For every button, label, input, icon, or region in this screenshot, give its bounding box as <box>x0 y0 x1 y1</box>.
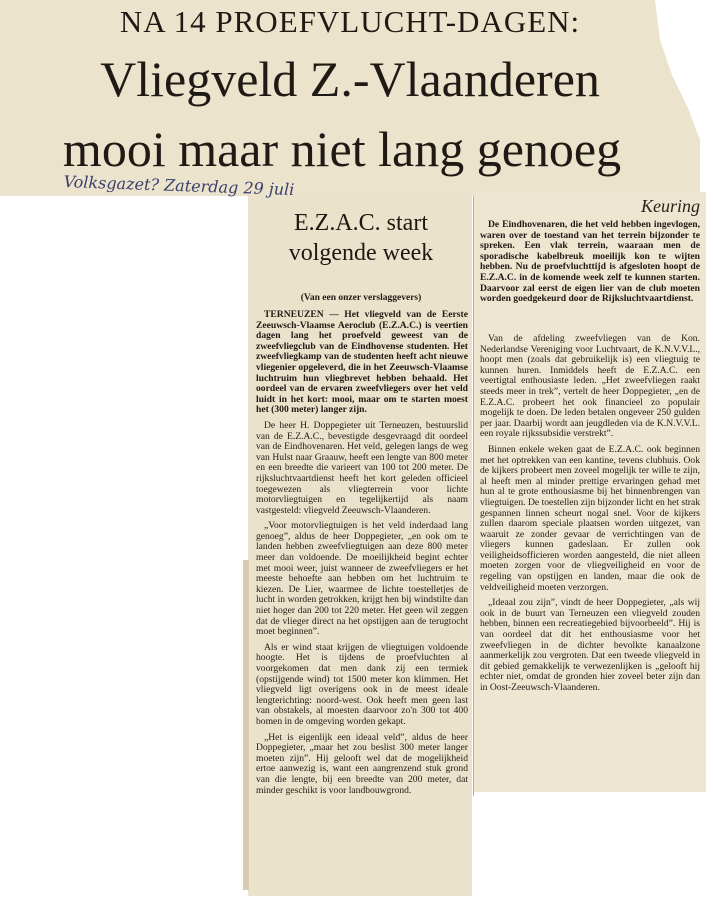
lead-paragraph-2: De Eindhovenaren, die het veld hebben ingevlogen, waren over de toestand van het terrein bijzonder te spreken. Een vlak terrein, waaraan men de sporadische kabelbreuk moeilijk kon te wijten hebben. Nu de proefvluchttijd is afgesloten hoopt de E.Z.A.C. in de komende week zelf te kunnen starten. Daarvoor zal eerst de eigen lier van de club moeten worden goedgekeurd door de Rijksluchtvaartdienst. <box>480 220 700 305</box>
body-paragraph: Van de afdeling zweefvliegen van de Kon. Nederlandse Vereniging voor Luchtvaart, de K.N.V.V.L., hoopt men (zoals dat gebruikelijk is) een vliegtuig te kunnen huren. Inmiddels heeft de E.Z.A.C. een veertigtal enthousiaste leden. „Het zweefvliegen raakt steeds meer in trek”, vertelt de heer Doppegieter, „en de E.Z.A.C. probeert het ook financieel zo populair mogelijk te doen. De leden betalen ongeveer 250 gulden per jaar. Daarbij wordt aan jeugdleden via de K.N.V.V.L. een royale rijkssubsidie verstrekt”. <box>480 334 700 440</box>
subheading-line-1: E.Z.A.C. start <box>294 210 428 236</box>
article-column-2-lead <box>480 220 700 324</box>
subheading-line-2: volgende week <box>288 240 434 266</box>
body-paragraph: Binnen enkele weken gaat de E.Z.A.C. ook beginnen met het optrekken van een kantine, tevens clubhuis. Ook de kijkers probeert men zoveel mogelijk ter wille te zijn, al heeft men al minder prettige ervaringen gehad met hun al te grote enthousiasme bij het binnenbrengen van vliegtuigen. De toestellen zijn bijzonder licht en het strak gespannen linnen scheurt nogal snel. Voor de kijkers zullen daarom speciale plaatsen worden uitgezet, van waaruit ze zonder gevaar de verrichtingen van de vliegers kunnen gadeslaan. Er zullen ook veiligheidsofficieren worden aangesteld, die niet alleen moeten zorgen voor de vliegveiligheid en voor de regeling van opstijgen en landen, maar die ook de veldveiligheid moeten verzorgen. <box>480 443 700 593</box>
main-headline-line-2: mooi maar niet lang genoeg <box>62 121 622 177</box>
body-paragraph: „Ideaal zou zijn”, vindt de heer Doppegieter, „als wij ook in de buurt van Terneuzen een vliegveld zouden hebben, binnen een recreatiegebied bijvoorbeeld”. Hij is van oordeel dat dit het enthousiasme voor het zweefvliegen in de dichter bevolkte kanaalzone aanmerkelijk zou vergroten. Dat een tweede vliegveld in dit gebied gemakkelijk te verwezenlijken is „gelooft hij echter niet, omdat de gronden hier zoveel beter zijn dan in Oost-Zeeuwsch-Vlaanderen. <box>480 597 700 693</box>
body-paragraph: Als er wind staat krijgen de vliegtuigen voldoende hoogte. Het is tijdens de proefvluchten al voorgekomen dat men dank zij een termiek (opstijgende wind) tot 1500 meter kon klimmen. Het vliegveld ligt overigens ook in de meest ideale lengterichting: noord-west. Ook heeft men geen last van obstakels, al moesten daarvoor zo'n 300 tot 400 bomen in de omgeving worden gekapt. <box>256 641 468 727</box>
article-column-2 <box>480 334 700 786</box>
byline: (Van een onzer verslaggevers) <box>300 293 422 303</box>
body-paragraph: „Het is eigenlijk een ideaal veld”, aldus de heer Doppegieter, „maar het zou beslist 300 meter langer moeten zijn”. Hij gelooft wel dat de mogelijkheid ertoe aanwezig is, want een aangrenzend stuk grond van die lengte, bij een breedte van 200 meter, dat minder geschikt is voor landbouwgrond. <box>256 731 468 796</box>
article-column-1 <box>256 310 468 894</box>
body-paragraph: „Voor motorvliegtuigen is het veld inderdaad lang genoeg”, aldus de heer Doppegieter, „en ook om te landen hebben zweefvliegtuigen aan deze 800 meter meer dan voldoende. De moeilijkheid begint echter met mooi weer, juist wanneer de zweefvliegers er het meeste behoefte aan hebben om het luchtruim te kiezen. De Lier, waarmee de lichte toestelletjes de lucht in worden getrokken, krijgt hen bij windstilte dan niet hoger dan 200 tot 220 meter. Het geen wil zeggen dat de vlieger direct na het opstijgen aan de terugtocht moet beginnen”. <box>256 520 468 638</box>
main-headline-line-1: Vliegveld Z.-Vlaanderen <box>100 51 600 107</box>
body-paragraph: De heer H. Doppegieter uit Terneuzen, bestuurslid van de E.Z.A.C., bevestigde desgevraagd dit oordeel van de Eindhovenaren. Het veld, gelegen langs de weg van Hulst naar Graauw, heeft een lengte van 800 meter en een breedte die varieert van 100 tot 200 meter. De rijksluchtvaartdienst heeft het kort geleden officieel toegewezen als vliegterrein voor lichte motorvliegtuigen en tegelijkertijd als naam vastgesteld: vliegveld Zeeuwsch-Vlaanderen. <box>256 419 468 516</box>
column-divider <box>473 196 474 796</box>
lead-paragraph: TERNEUZEN — Het vliegveld van de Eerste Zeeuwsch-Vlaamse Aeroclub (E.Z.A.C.) is veertien dagen lang het proefveld geweest van de zweefvliegclub van de Eindhovense studenten. Het zweefvliegkamp van de studenten heeft acht nieuwe vliegenier opgeleverd, die in het Zeeuwsch-Vlaamse luchtruim hun vliegbrevet hebben behaald. Het oordeel van de ervaren zweefvliegers over het veld luidt in het kort: mooi, maar om te starten moest het (300 meter) langer zijn. <box>256 310 468 416</box>
clipping-edge <box>243 560 249 890</box>
section-label: Keuring <box>640 196 700 216</box>
kicker-headline: NA 14 PROEFVLUCHT-DAGEN: <box>119 4 581 39</box>
handwritten-note: Volksgazet? Zaterdag 29 juli <box>63 172 295 200</box>
